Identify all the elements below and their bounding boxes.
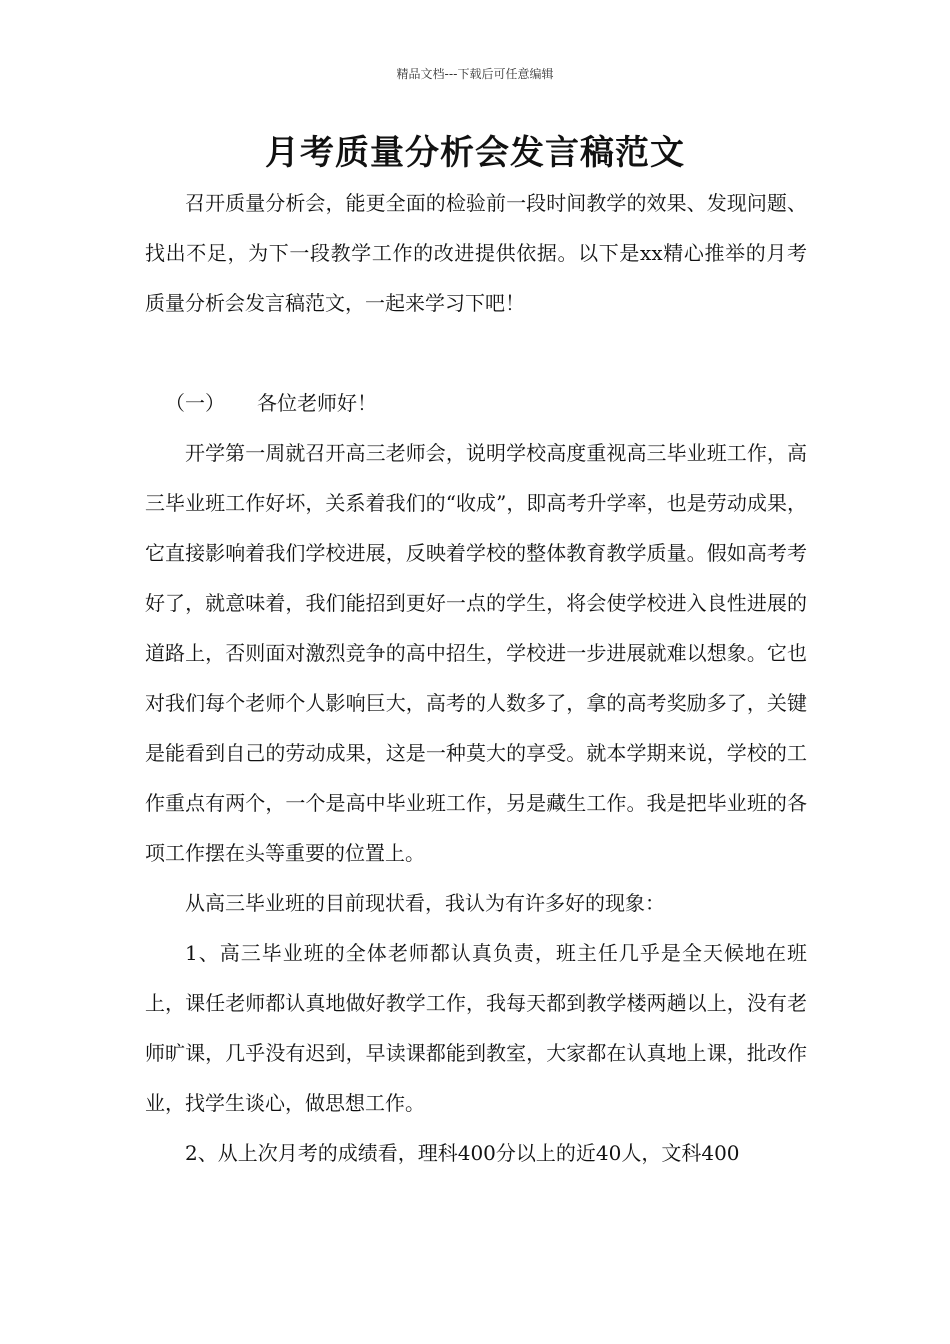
body-paragraph: 1、高三毕业班的全体老师都认真负责，班主任几乎是全天候地在班上，课任老师都认真地做好教学工作，我每天都到教学楼两趟以上，没有老师旷课，几乎没有迟到，早读课都能到教室，大家都在认真地上课，批改作业，找学生谈心，做思想工作。 <box>145 941 807 1115</box>
section-heading <box>145 378 807 428</box>
section-number: （一） <box>165 391 225 415</box>
intro-paragraph: 召开质量分析会，能更全面的检验前一段时间教学的效果、发现问题、找出不足，为下一段教学工作的改进提供依据。以下是xx精心推举的月考质量分析会发言稿范文，一起来学习下吧！ <box>145 191 807 315</box>
body-paragraph: 2、从上次月考的成绩看，理科400分以上的近40人，文科400 <box>185 1141 740 1165</box>
section-greeting: 各位老师好！ <box>257 391 377 415</box>
body-paragraph: 从高三毕业班的目前现状看，我认为有许多好的现象： <box>185 891 665 915</box>
paragraph-spacer <box>145 328 807 378</box>
document-body <box>145 178 807 1178</box>
document-title: 月考质量分析会发言稿范文 <box>265 133 685 173</box>
page-header: 精品文档---下载后可任意编辑 <box>396 67 554 81</box>
body-paragraph: 开学第一周就召开高三老师会，说明学校高度重视高三毕业班工作，高三毕业班工作好坏，关系着我们的“收成”，即高考升学率，也是劳动成果，它直接影响着我们学校进展，反映着学校的整体教育教学质量。假如高考考好了，就意味着，我们能招到更好一点的学生，将会使学校进入良性进展的道路上，否则面对激烈竞争的高中招生，学校进一步进展就难以想象。它也对我们每个老师个人影响巨大，高考的人数多了，拿的高考奖励多了，关键是能看到自己的劳动成果，这是一种莫大的享受。就本学期来说，学校的工作重点有两个，一个是高中毕业班工作，另是藏生工作。我是把毕业班的各项工作摆在头等重要的位置上。 <box>145 441 807 865</box>
